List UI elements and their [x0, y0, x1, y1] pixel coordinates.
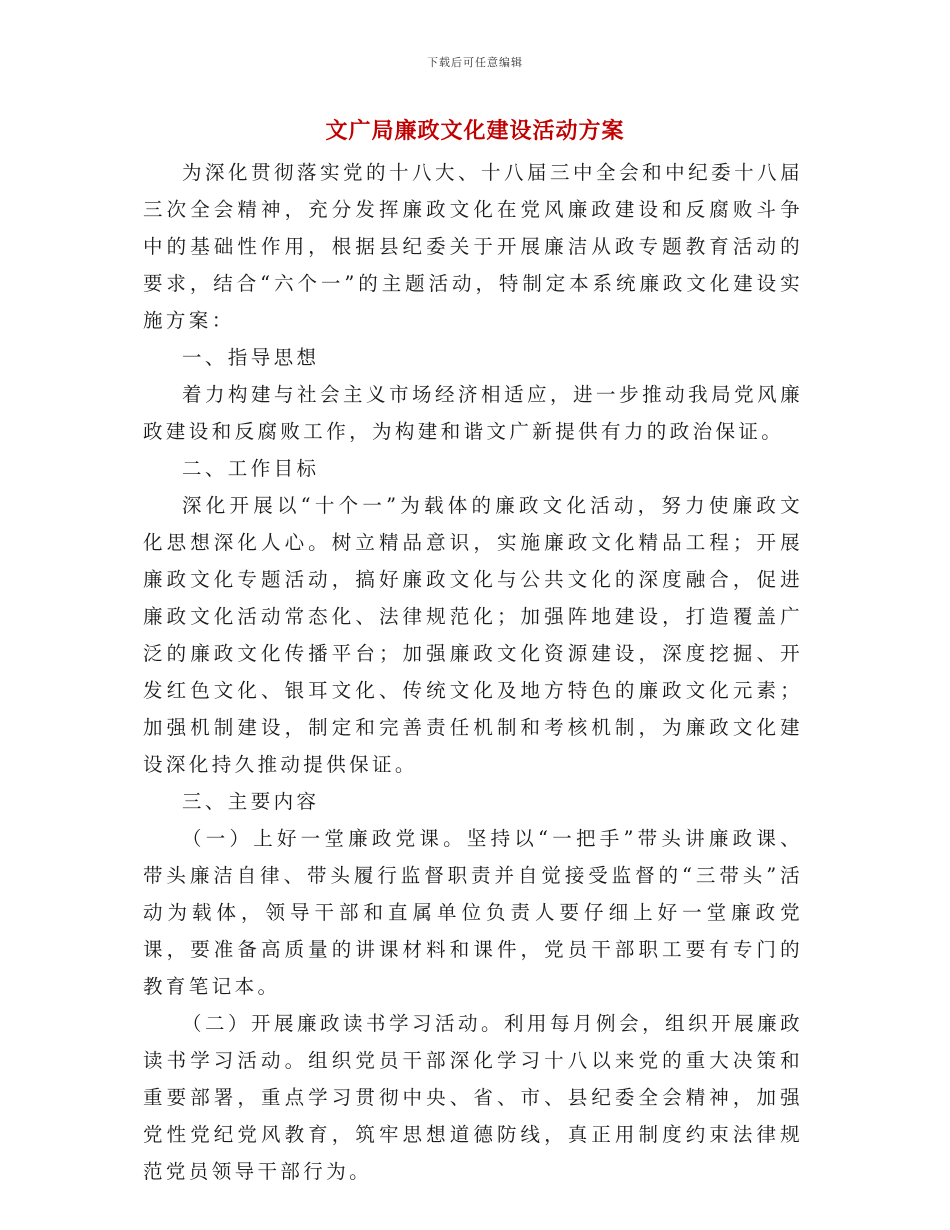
section-heading-main-content: 三、主要内容: [182, 790, 320, 813]
document-title: 文广局廉政文化建设活动方案: [325, 118, 625, 144]
section-heading-guiding-thought: 一、指导思想: [182, 346, 320, 369]
document-body: [143, 154, 803, 1190]
intro-paragraph: 为深化贯彻落实党的十八大、十八届三中全会和中纪委十八届三次全会精神，充分发挥廉政文化在党风廉政建设和反腐败斗争中的基础性作用，根据县纪委关于开展廉洁从政专题教育活动的要求，结合“六个一”的主题活动，特制定本系统廉政文化建设实施方案：: [143, 161, 803, 332]
main-content-item-2: （二）开展廉政读书学习活动。利用每月例会，组织开展廉政读书学习活动。组织党员干部深化学习十八以来党的重大决策和重要部署，重点学习贯彻中央、省、市、县纪委全会精神，加强党性党纪党风教育，筑牢思想道德防线，真正用制度约束法律规范党员领导干部行为。: [143, 1012, 803, 1183]
guiding-thought-paragraph: 着力构建与社会主义市场经济相适应，进一步推动我局党风廉政建设和反腐败工作，为构建和谐文广新提供有力的政治保证。: [143, 383, 803, 443]
main-content-item-1: （一）上好一堂廉政党课。坚持以“一把手”带头讲廉政课、带头廉洁自律、带头履行监督职责并自觉接受监督的“三带头”活动为载体，领导干部和直属单位负责人要仔细上好一堂廉政党课，要准备高质量的讲课材料和课件，党员干部职工要有专门的教育笔记本。: [143, 827, 803, 998]
section-heading-work-goals: 二、工作目标: [182, 457, 320, 480]
header-note: 下载后可任意编辑: [427, 56, 523, 69]
work-goals-paragraph: 深化开展以“十个一”为载体的廉政文化活动，努力使廉政文化思想深化人心。树立精品意识，实施廉政文化精品工程；开展廉政文化专题活动，搞好廉政文化与公共文化的深度融合，促进廉政文化活动常态化、法律规范化；加强阵地建设，打造覆盖广泛的廉政文化传播平台；加强廉政文化资源建设，深度挖掘、开发红色文化、银耳文化、传统文化及地方特色的廉政文化元素；加强机制建设，制定和完善责任机制和考核机制，为廉政文化建设深化持久推动提供保证。: [143, 494, 803, 776]
